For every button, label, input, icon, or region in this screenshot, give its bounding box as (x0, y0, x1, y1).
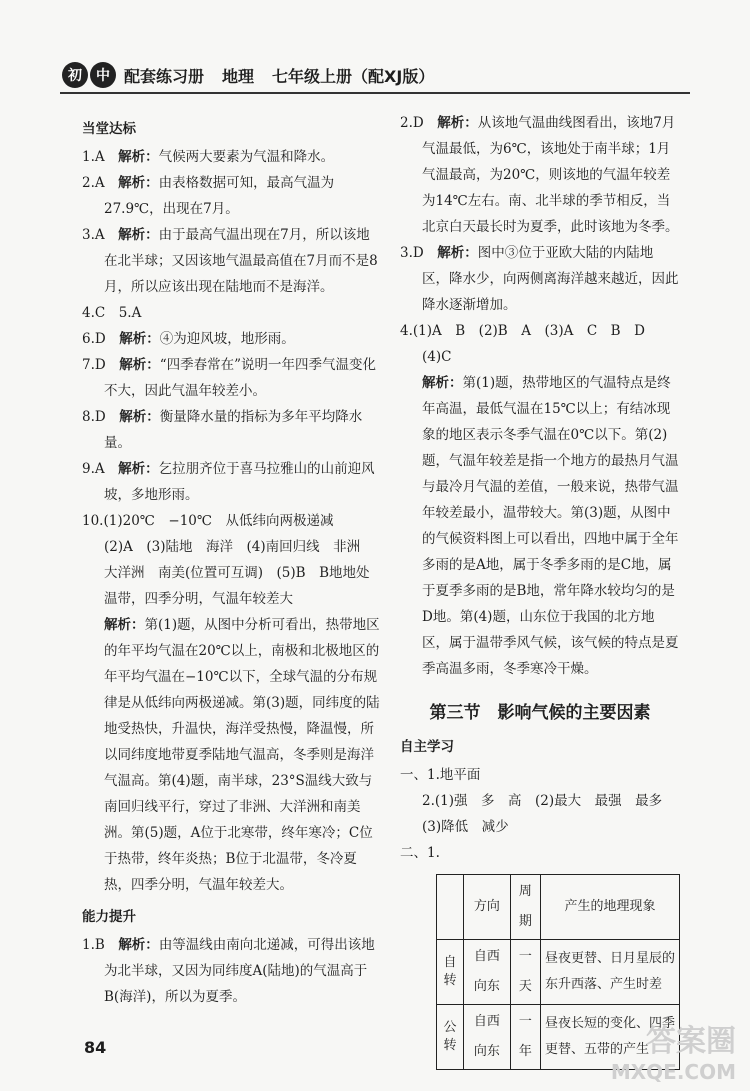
table-cell: 昼夜更替、日月星辰的东升西落、产生时差 (541, 940, 680, 1005)
self-study-line: 一、1.地平面 (400, 767, 481, 783)
header-rule (60, 92, 690, 94)
section-heading-zizhu: 自主学习 (400, 739, 454, 755)
answer-item: 3.A 解析：由于最高气温出现在7月，所以该地在北半球；又因该地气温最高值在7月而不是8月，所以应该出现在陆地而不是海洋。 (82, 227, 378, 295)
answer-item-4-part4: (4)C (422, 349, 452, 365)
right-column (400, 110, 680, 1070)
self-study-line: 二、1. (400, 845, 440, 861)
answer-item: 2.D 解析：从该地气温曲线图看出，该地7月气温最低，为6℃，该地处于南半球；1月气温最高，为20℃，则该地的气温年较差为14℃左右。南、北半球的季节相反，当北京白天最长时为夏季，此时该地为冬季。 (400, 115, 679, 235)
answer-item: 6.D 解析：④为迎风坡，地形雨。 (82, 331, 295, 347)
table-cell: 一年 (510, 1005, 540, 1070)
section-title: 第三节 影响气候的主要因素 (429, 703, 651, 723)
table-header-cell: 产生的地理现象 (541, 875, 680, 940)
page-number: 84 (84, 1038, 107, 1057)
table-row (437, 940, 680, 1005)
answer-item-4: 4.(1)A B (2)B A (3)A C B D (400, 323, 645, 339)
table-cell: 自转 (437, 940, 464, 1005)
answer-item-4-analysis: 解析：第(1)题，热带地区的气温特点是终年高温，最低气温在15℃以上；有结冰现象的地区表示冬季气温在0℃以下。第(2)题，气温年较差是指一个地方的最热月气温与最冷月气温的差值，一般来说，热带气温年较差最小，温带较大。第(3)题，从图中的气候资料图上可以看出，四地中属于全年多雨的是A地，属于冬季多雨的是C地，属于夏季多雨的是B地，常年降水较均匀的是D地。第(4)题，山东位于我国的北方地区，属于温带季风气候，该气候的特点是夏季高温多雨，冬季寒冷干燥。 (422, 375, 679, 677)
table-header-cell: 周期 (510, 875, 540, 940)
table-cell: 一天 (510, 940, 540, 1005)
table-cell: 公转 (437, 1005, 464, 1070)
answer-item: 9.A 解析：乞拉朋齐位于喜马拉雅山的山前迎风坡，多地形雨。 (82, 461, 375, 503)
header-badge-1: 初 (62, 62, 88, 88)
subject-label: 地理 (222, 66, 255, 86)
watermark-logo (610, 1024, 736, 1087)
answer-item-10: 10.(1)20℃ −10℃ 从低纬向两极递减 (82, 513, 334, 529)
answer-item: 1.B 解析：由等温线由南向北递减，可得出该地为北半球，又因为同纬度A(陆地)的气温高于B(海洋)，所以为夏季。 (82, 937, 375, 1005)
book-title: 配套练习册 (124, 66, 205, 86)
section-heading-nengli: 能力提升 (82, 909, 136, 925)
grade-label: 七年级上册（配XJ版） (272, 66, 435, 86)
table-cell: 自西向东 (464, 940, 511, 1005)
table-header-row (437, 875, 680, 940)
table-header-cell: 方向 (464, 875, 511, 940)
self-study-line: 2.(1)强 多 高 (2)最大 最强 最多 (422, 793, 663, 809)
answer-item: 3.D 解析：图中③位于亚欧大陆的内陆地区，降水少，向两侧离海洋越来越近，因此降水逐渐增加。 (400, 245, 679, 313)
table-header-cell (437, 875, 464, 940)
answer-item: 4.C 5.A (82, 305, 142, 321)
self-study-line: (3)降低 减少 (422, 819, 509, 835)
watermark-text: 答案圈 (646, 1024, 736, 1059)
answer-item-10-parts: (2)A (3)陆地 海洋 (4)南回归线 非洲 大洋洲 南美(位置可互调) (5)B B地地处温带，四季分明，气温年较差大 (104, 539, 374, 607)
table-cell: 自西向东 (464, 1005, 511, 1070)
answer-item: 1.A 解析：气候两大要素为气温和降水。 (82, 149, 335, 165)
section-heading-dangtang: 当堂达标 (82, 121, 136, 137)
watermark-url: MXQE.COM (610, 1060, 736, 1084)
header-badge-2: 中 (90, 62, 116, 88)
answer-item: 8.D 解析：衡量降水量的指标为多年平均降水量。 (82, 409, 363, 451)
answer-item: 7.D 解析：“四季春常在”说明一年四季气温变化不大，因此气温年较差小。 (82, 357, 377, 399)
answer-item-10-analysis: 解析：第(1)题，从图中分析可看出，热带地区的年平均气温在20℃以上，南极和北极地区的年平均气温在−10℃以下，全球气温的分布规律是从低纬向两极递减。第(3)题，同纬度的陆地受热快，升温快，海洋受热慢，降温慢，所以同纬度地带夏季陆地气温高，冬季则是海洋气温高。第(4)题，南半球，23°S温线大致与南回归线平行，穿过了非洲、大洋洲和南美洲。第(5)题，A位于北寒带，终年寒冷；C位于热带，终年炎热；B位于北温带，冬冷夏热，四季分明，气温年较差大。 (104, 617, 380, 893)
page-header (62, 60, 434, 90)
table-cell: 昼夜长短的变化、四季更替、五带的产生 (541, 1005, 680, 1070)
answer-item: 2.A 解析：由表格数据可知，最高气温为27.9℃，出现在7月。 (82, 175, 335, 217)
left-column (82, 110, 382, 1010)
